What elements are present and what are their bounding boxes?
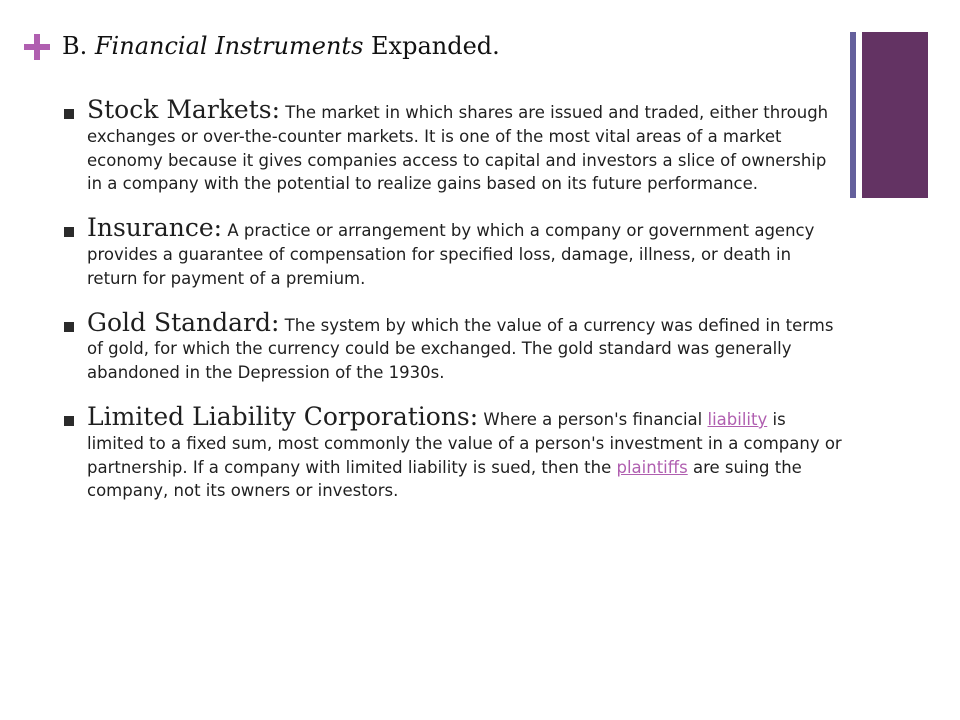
decorative-bar-thin xyxy=(850,32,856,198)
plaintiffs-link[interactable]: plaintiffs xyxy=(616,457,688,477)
liability-link[interactable]: liability xyxy=(707,409,768,429)
title-suffix: Expanded. xyxy=(363,32,500,60)
bullet-term: Gold Standard: xyxy=(87,307,280,337)
bullet-limited-liability xyxy=(62,401,842,503)
bullet-term: Insurance: xyxy=(87,213,223,243)
bullet-text-3: are suing the company, not its owners or investors. xyxy=(87,457,802,501)
bullet-text-2: is limited to a fixed sum, most commonly the value of a person's investment in a company or partnership. If a company with limited liability is sued, then the xyxy=(87,409,842,477)
bullet-gold-standard xyxy=(62,307,842,385)
plus-icon xyxy=(24,34,50,60)
decorative-bar-thick xyxy=(862,32,928,198)
title-italic: Financial Instruments xyxy=(94,32,364,60)
bullet-stock-markets xyxy=(62,95,842,196)
slide-title xyxy=(62,32,500,60)
bullet-text: The market in which shares are issued and traded, either through exchanges or over-the-counter markets. It is one of the most vital areas of a market economy because it gives companies access to capital and investors a slice of ownership in a company with the potential to realize gains based on its future performance. xyxy=(87,103,829,194)
bullet-square-icon xyxy=(64,322,74,332)
bullet-term: Stock Markets: xyxy=(87,95,281,124)
title-prefix: B. xyxy=(62,32,95,60)
bullet-term: Limited Liability Corporations: xyxy=(87,401,479,431)
bullet-square-icon xyxy=(64,109,74,119)
bullet-text: The system by which the value of a currency was defined in terms of gold, for which the currency could be exchanged. The gold standard was generally abandoned in the Depression of the 1930s. xyxy=(87,315,834,383)
bullet-square-icon xyxy=(64,227,74,237)
bullet-insurance xyxy=(62,213,842,290)
bullet-text: A practice or arrangement by which a company or government agency provides a guarantee of compensation for specified loss, damage, illness, or death in return for payment of a premium. xyxy=(87,221,815,288)
bullet-list xyxy=(62,95,842,523)
bullet-text-1: Where a person's financial xyxy=(478,409,708,429)
bullet-square-icon xyxy=(64,416,74,426)
